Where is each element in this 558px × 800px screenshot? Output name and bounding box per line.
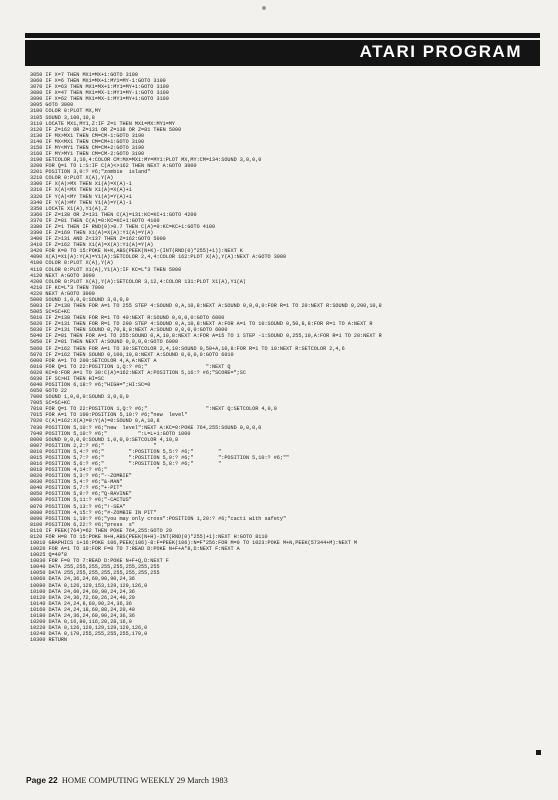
code-line: 3130 IF MX>MX1 THEN CM=CM-1:GOTO 3190 bbox=[30, 132, 145, 139]
code-line: 10220 DATA 0,126,129,129,129,129,126,0 bbox=[30, 625, 148, 632]
code-line: 4090 X(A)=X1(A):Y(A)=Y1(A):SETCOLOR 2,4,4:COLOR 162:PLOT X(A),Y(A):NEXT A:GOTO 3000 bbox=[30, 254, 287, 261]
code-line: 10200 DATA 0,16,80,116,20,28,16,0 bbox=[30, 619, 132, 626]
code-line: 6050 GOTO 22 bbox=[30, 388, 68, 395]
code-line: 3070 IF X=63 THEN MX1=MX+1:MY1=MY+1:GOTO 3100 bbox=[30, 84, 169, 91]
code-line: 8060 POSITION 5,11:? #6;"-CACTUS" bbox=[30, 497, 132, 504]
code-line: 10100 DATA 24,60,24,60,90,24,24,36 bbox=[30, 588, 135, 595]
code-line: 3110 LOCATE MX1,MY1,Z:IF Z=1 THEN MX1=MX:MY1=MY bbox=[30, 120, 175, 127]
code-line: 3380 IF Z=1 THEN IF RND(0)>0.7 THEN C(A)=0:KC=KC+1:GOTO 4100 bbox=[30, 223, 216, 230]
code-line: 3200 FOR Q=1 TO L:S:IF C(A)<>162 THEN NEXT A:GOTO 3000 bbox=[30, 163, 197, 170]
code-line: 10010 GRAPHICS 1+16:POKE 106,PEEK(106)-8:F=PEEK(106):N=F*256:FOR M=0 TO 1023:POKE M+N,PEEK(57344+M):NEXT M bbox=[30, 540, 357, 547]
code-line: 8030 POSITION 5,4:? #6;"&-MAN" bbox=[30, 479, 123, 486]
code-line: 6020 KC=0:FOR A=1 TO 30:C(A)=162:NEXT A:POSITION 5,16:? #6;"SCORE=";SC bbox=[30, 369, 246, 376]
code-line: 6030 IF SC>HI THEN HI=SC bbox=[30, 375, 105, 382]
code-line: 10180 DATA 24,36,24,60,90,24,36,36 bbox=[30, 612, 135, 619]
code-line: 4110 COLOR 0:PLOT X1(A),Y1(A):IF KC=L*3 THEN 5000 bbox=[30, 266, 182, 273]
code-line: 7015 FOR A=1 TO 100:POSITION 5,10:? #6;"new level" bbox=[30, 412, 188, 419]
code-line: 5030 IF Z=131 THEN SOUND 0,70,8,8:NEXT A:SOUND 0,0,0,0:GOTO 6000 bbox=[30, 327, 228, 334]
code-line: 3120 IF Z=162 OR Z=131 OR Z=138 OR Z=81 THEN 5000 bbox=[30, 126, 182, 133]
code-line: 3420 FOR K=0 TO 15:POKE N+K,ABS(PEEK(N+K)-(INT(RND(0)*255)+1)):NEXT K bbox=[30, 248, 243, 255]
code-line: 3210 COLOR 0:PLOT X(A),Y(A) bbox=[30, 175, 114, 182]
code-line: 8100 POSITION 6,22:? #6;"press s" bbox=[30, 521, 135, 528]
code-line: 6000 FOR A=1 TO 200:SETCOLOR 4,A,A:NEXT A bbox=[30, 357, 157, 364]
code-line: 7040 POSITION 5,10:? #6;" ":L=L+1:GOTO 1000 bbox=[30, 430, 191, 437]
scan-mark bbox=[262, 6, 266, 10]
code-line: 8040 POSITION 5,7:? #6;"+-PIT" bbox=[30, 485, 123, 492]
code-line: 4220 NEXT A:GOTO 3000 bbox=[30, 290, 95, 297]
code-line: 10060 DATA 24,36,24,60,90,90,24,36 bbox=[30, 576, 135, 583]
code-line: 10040 DATA 255,255,255,255,255,255,255,255 bbox=[30, 564, 160, 571]
code-line: 3160 IF MY>MY1 THEN CM=CM-2:GOTO 3190 bbox=[30, 151, 145, 158]
code-line: 3105 SOUND 3,100,10,8 bbox=[30, 114, 95, 121]
code-line: 3310 IF X(A)<MX THEN X1(A)=X(A)+1 bbox=[30, 187, 132, 194]
code-line: 10140 DATA 24,24,8,60,90,24,36,36 bbox=[30, 600, 132, 607]
code-line: 5010 IF Z=138 THEN FOR R=1 TO 40:NEXT R:SOUND 0,0,0,0:GOTO 6000 bbox=[30, 315, 225, 322]
code-line: 3360 IF Z=138 OR Z=131 THEN C(A)=131:KC=KC+1:GOTO 4200 bbox=[30, 211, 197, 218]
code-line: 7030 POSITION 5,10:? #6;"new level":NEXT A:KC=0:POKE 764,255:SOUND 0,0,0,0 bbox=[30, 424, 262, 431]
page-number: Page 22 bbox=[26, 775, 58, 785]
magazine-credit: HOME COMPUTING WEEKLY 29 March 1983 bbox=[61, 776, 228, 785]
code-line: 8020 POSITION 5,3:? #6;"--ZOMBIE" bbox=[30, 473, 132, 480]
code-line: 10300 RETURN bbox=[30, 637, 68, 644]
code-line: 8016 POSITION 5,6:? #6;" ":POSITION 5,8:? #6;" " bbox=[30, 461, 222, 467]
code-line: 7020 C(A)=162:X(A)=0:Y(A)=0:SOUND 0,A,10,8 bbox=[30, 418, 160, 425]
code-line: 5070 IF Z=162 THEN SOUND 0,100,10,8:NEXT A:SOUND 0,0,0,0:GOTO 6010 bbox=[30, 351, 234, 358]
code-line: 3140 IF MX<MX1 THEN CM=CM+1:GOTO 3190 bbox=[30, 138, 145, 145]
code-line: 10030 FOR F=0 TO 7:READ D:POKE N+F+Q,D:NEXT F bbox=[30, 558, 169, 565]
code-line: 5000 SOUND 1,0,0,0:SOUND 3,0,0,0 bbox=[30, 296, 129, 303]
code-line: 3390 IF Z=169 THEN X1(A)=X(A):Y1(A)=Y(A) bbox=[30, 230, 154, 237]
code-line: 4210 IF KC=L*3 THEN 7000 bbox=[30, 284, 105, 291]
code-line: 10050 DATA 255,255,255,255,255,255,255,255 bbox=[30, 570, 160, 577]
code-line: 4100 COLOR 0:PLOT X(A),Y(A) bbox=[30, 260, 114, 267]
code-line: 5003 IF Z=138 THEN FOR A=1 TO 255 STEP 4:SOUND 0,A,10,8:NEXT A:SOUND 0,0,0,0:FOR R=1 TO 20:NEXT R:SOUND 0,200,10,8 bbox=[30, 302, 382, 309]
code-line: 3080 IF X=47 THEN MX1=MX-1:MY1=MY-1:GOTO 3100 bbox=[30, 90, 169, 97]
code-line: 4200 COLOR 0:PLOT X(A),Y(A):SETCOLOR 3,12,4:COLOR 131:PLOT X1(A),Y1(A) bbox=[30, 278, 246, 285]
code-line: 10020 FOR A=1 TO 10:FOR F=0 TO 7:READ D:POKE N+F+A*8,D:NEXT F:NEXT A bbox=[30, 546, 240, 553]
code-line: 8018 POSITION 4,14:? #6;" " bbox=[30, 467, 160, 474]
code-line: 4120 NEXT A:GOTO 3000 bbox=[30, 272, 95, 279]
code-line: 5005 SC=SC+KC bbox=[30, 309, 71, 316]
program-listing bbox=[30, 72, 545, 758]
code-line: 3060 IF X=6 THEN MX1=MX+1:MY1=MY-1:GOTO 3100 bbox=[30, 78, 166, 85]
code-line: 3201 POSITION 3,0:? #6;"zombie island" bbox=[30, 169, 151, 176]
code-line: 3190 SETCOLOR 3,10,4:COLOR CM:MX=MX1:MY=MY1:PLOT MX,MY:CM=134:SOUND 3,0,0,0 bbox=[30, 157, 262, 164]
code-line: 8070 POSITION 5,13:? #6;"!-SEA" bbox=[30, 503, 126, 510]
page-title: ATARI PROGRAM bbox=[359, 42, 522, 61]
code-line: 8000 SOUND 0,0,0,0:SOUND 1,0,0,0:SETCOLOR 4,10,8 bbox=[30, 436, 179, 443]
code-line: 6010 FOR Q=1 TO 22:POSITION 1,Q:? #6;" ":NEXT Q bbox=[30, 363, 231, 370]
code-line: 8050 POSITION 5,9:? #6;"Q-RAVINE" bbox=[30, 491, 132, 498]
code-line: 10025 Q=49*8 bbox=[30, 552, 68, 559]
code-line: 6040 POSITION 6,18:? #6;"HIGH=";HI:SC=0 bbox=[30, 381, 151, 388]
code-line: 5020 IF Z=131 THEN FOR R=1 TO 200 STEP 4:SOUND 0,A,10,8:NEXT A:FOR A=1 TO 10:SOUND 0,50,8,8:FOR R=1 TO A:NEXT R bbox=[30, 321, 373, 328]
code-line: 3340 IF Y(A)>MY THEN Y1(A)=Y(A)-1 bbox=[30, 199, 132, 206]
code-line: 3050 IF X=7 THEN MX1=MX+1:GOTO 3100 bbox=[30, 72, 138, 78]
code-line: 3370 IF Z=81 THEN C(A)=0:KC=KC+1:GOTO 4100 bbox=[30, 217, 160, 224]
code-line: 8007 POSITION 2,2:? #6;" " bbox=[30, 442, 157, 449]
code-line: 7000 SOUND 1,0,0,0:SOUND 3,0,0,0 bbox=[30, 394, 129, 401]
page-footer bbox=[26, 775, 228, 785]
code-line: 7010 FOR Q=1 TO 22:POSITION 1,Q:? #6;" ":NEXT Q:SETCOLOR 4,0,0 bbox=[30, 406, 277, 413]
code-line: 10160 DATA 24,24,18,60,88,24,20,40 bbox=[30, 606, 135, 613]
header-rule bbox=[25, 38, 540, 40]
code-line: 3095 GOTO 3000 bbox=[30, 102, 74, 109]
code-line: 10240 DATA 0,170,255,255,255,255,170,0 bbox=[30, 631, 148, 638]
code-line: 3090 IF X=62 THEN MX1=MX-1:MY1=MY+1:GOTO 3100 bbox=[30, 96, 169, 103]
code-line: 8120 FOR H=8 TO 15:POKE N+H,ABS(PEEK(N+H)-INT(RND(0)*255)+1):NEXT H:GOTO 8110 bbox=[30, 533, 268, 540]
code-line: 3350 LOCATE X1(A),Y1(A),Z bbox=[30, 205, 108, 212]
code-line: 8010 POSITION 5,4:? #6;" ":POSITION 5,5:? #6;" " bbox=[30, 448, 222, 455]
code-line: 8015 POSITION 5,7:? #6;" ":POSITION 5,9:? #6;" ":POSITION 5,10:? #6;"" bbox=[30, 454, 290, 461]
code-line: 10120 DATA 24,36,72,60,26,24,40,20 bbox=[30, 594, 135, 601]
code-line: 10080 DATA 0,126,129,153,129,129,126,0 bbox=[30, 582, 148, 589]
end-of-listing-mark bbox=[536, 750, 541, 755]
code-line: 3320 IF Y(A)<MY THEN Y1(A)=Y(A)+1 bbox=[30, 193, 132, 200]
code-line: 3100 COLOR 0:PLOT MX,MY bbox=[30, 108, 101, 115]
code-line: 8080 POSITION 4,15:? #6;"#-ZOMBIE IN PIT" bbox=[30, 509, 157, 516]
code-line: 5060 IF Z=162 THEN FOR A=1 TO 30:SETCOLOR 2,4,10:SOUND 0,50+A,10,8:FOR R=1 TO 10:NEXT R:SETCOLOR 2,4,6 bbox=[30, 345, 345, 352]
code-line: 5040 IF Z=81 THEN FOR A=1 TO 255:SOUND 0,A,10,8:NEXT A:FOR A=15 TO 1 STEP -1:SOUND 0,255,10,A:FOR R=1 TO 20:NEXT R bbox=[30, 333, 382, 340]
code-line: 3400 IF Z>131 AND Z<137 THEN Z=162:GOTO 5000 bbox=[30, 236, 166, 243]
code-line: 5050 IF Z=81 THEN NEXT A:SOUND 0,0,0,0:GOTO 6000 bbox=[30, 339, 179, 346]
code-line: 7005 SC=SC+KC bbox=[30, 400, 71, 407]
code-line: 3300 IF X(A)>MX THEN X1(A)=X(A)-1 bbox=[30, 181, 132, 188]
code-line: 8090 POSITION 1,19:? #6;"you may only cross":POSITION 1,20:? #6;"cacti with safety" bbox=[30, 515, 287, 522]
code-line: 8110 IF PEEK(764)=62 THEN POKE 764,255:GOTO 20 bbox=[30, 527, 172, 534]
code-line: 3150 IF MY<MY1 THEN CM=CM+2:GOTO 3190 bbox=[30, 144, 145, 151]
code-line: 3410 IF Z=162 THEN X1(A)=X(A):Y1(A)=Y(A) bbox=[30, 242, 154, 249]
